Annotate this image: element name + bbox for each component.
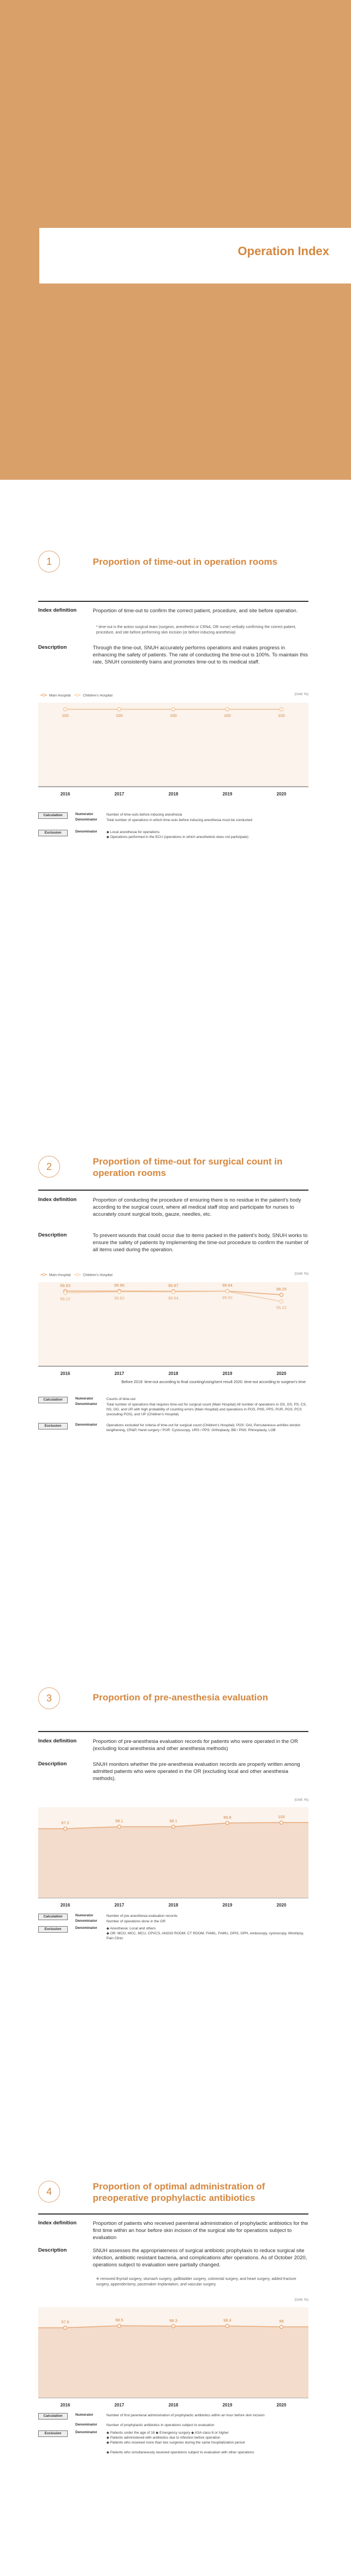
desc-text: To prevent wounds that could occur due to items packed in the patient's body, SNUH works to ensure the safety of patients by implementing the time-out procedure to confirm the number of all items used during the operation.: [93, 1233, 308, 1253]
calc-tag: Calculation: [38, 812, 68, 819]
data-label: 99.94: [222, 1283, 233, 1288]
x-tick-label: 2018: [168, 792, 179, 797]
data-point: [64, 708, 67, 711]
x-tick-label: 2017: [114, 792, 124, 797]
numerator-text: Counts of time-out: [106, 1397, 136, 1401]
excl-tag: Exclusion: [38, 1926, 68, 1933]
data-point: [64, 1291, 67, 1294]
numerator-label: Numerator: [75, 2413, 93, 2417]
data-label: 99.64: [168, 1295, 179, 1301]
x-tick-label: 2018: [168, 1371, 179, 1376]
x-tick-label: 2016: [60, 792, 70, 797]
calc-tag: Calculation: [38, 2413, 68, 2420]
denominator-text: Total number of operations that requires time-out for surgical count (Main Hospital) All number of operations in OS, GS, PS, CS, NS, OG, and UR with high probability of counting errors (Main Hospital) and operations in POS, PNS, PPS, PUR, PGS, PCS (excluding POS), and UP (Children's Hospital): [106, 1403, 307, 1416]
index-text: Proportion of patients who received parenteral administration of prophylactic antibiotics for the first time within an hour before skin incision of the surgical site for operations subject to evaluation: [93, 2221, 308, 2241]
section-title: Proportion of optimal administration of preoperative prophylactic antibiotics: [93, 2181, 265, 2203]
numerator-label: Numerator: [75, 812, 93, 816]
exclusion-1: ◆ Local anesthesia for operations: [106, 830, 160, 834]
data-label: 100: [224, 713, 231, 718]
denominator-label: Denominator: [75, 818, 98, 822]
data-point: [280, 2325, 283, 2328]
data-point: [280, 1293, 283, 1296]
data-label: 100: [116, 713, 123, 718]
index-text: Proportion of conducting the procedure of ensuring there is no residue in the patient's body according to the surgical count, where all medical staff stop and participate for nurses to accurately count surgical tools, gauze, needles, etc.: [93, 1197, 301, 1217]
data-label: 98.3: [169, 2318, 177, 2323]
x-tick-label: 2017: [114, 1903, 124, 1908]
hero-title-band: [39, 228, 351, 283]
data-point: [280, 1300, 283, 1303]
desc-text: Through the time-out, SNUH accurately performs operations and makes progress in enhancing the safety of patients. The rate of conducting the time-out is 100%. To maintain this rate, SNUH consistently trains and promotes time-out to its medical staff.: [93, 645, 308, 665]
x-tick-label: 2016: [60, 1371, 70, 1376]
chart-4: [38, 2295, 308, 2410]
chart-area-fill: [38, 1823, 308, 1898]
chart-unit: (Unit: %): [294, 1272, 308, 1276]
numerator-text: Number of pre-anesthesia evaluation records: [106, 1914, 178, 1918]
exclusion-2: ◆ Patients administered with antibiotics due to infection before operation: [106, 2436, 221, 2440]
data-point: [172, 2325, 175, 2328]
chart-plot-area: [38, 1282, 308, 1366]
data-label: 98: [279, 2319, 284, 2324]
index-note: * time-out is the action surgical team (surgeon, anesthetist or CRNA, OR nurse) verbally confirming the correct patient, procedure, and site before performing skin incision (or before inducing anesthesia): [96, 625, 296, 635]
chart-unit: (Unit: %): [294, 692, 308, 696]
chart-unit: (Unit: %): [294, 1798, 308, 1802]
data-point: [118, 2324, 121, 2327]
data-point: [118, 708, 121, 711]
excl-tag: Exclusion: [38, 2430, 68, 2437]
data-label: 95.22: [276, 1305, 287, 1311]
exclusion-2: ◆ Operations performed in the ECU (operations in which anesthetists does not participate): [106, 835, 249, 839]
data-point: [226, 1290, 229, 1293]
data-label: 99.82: [222, 1295, 233, 1300]
data-label: 98.25: [276, 1287, 287, 1292]
data-point: [226, 2324, 229, 2327]
numerator-text: Number of first parenteral administration of prophylactic antibiotics within an hour before skin incision: [106, 2414, 265, 2417]
page-title: Operation Index: [237, 244, 329, 258]
exclusion-2: ◆ OR: MCO, MCC, MCU, CPVCS, ANGIO ROOM, CT ROOM, FAMIL, FAMU, OPIS, OPH, endoscopy, cystoscopy, lithotripsy, Pain Clinic: [106, 1932, 304, 1940]
calc-tag: Calculation: [38, 1397, 68, 1403]
denominator-text: Number of prophylactic antibiotics in operations subject to evaluation: [106, 2423, 215, 2427]
legend-marker: [76, 1274, 79, 1276]
index-text: Proportion of pre-anesthesia evaluation records for patients who were operated in the OR (excluding local anesthesia and other anesthesia methods): [93, 1739, 298, 1752]
data-label: 99.62: [114, 1295, 124, 1301]
x-tick-label: 2020: [276, 1371, 287, 1376]
legend-marker: [76, 694, 79, 696]
section-4: [0, 2181, 351, 2573]
data-point: [118, 1825, 121, 1829]
index-text: Proportion of time-out to confirm the correct patient, procedure, and site before operation.: [93, 608, 298, 614]
numerator-text: Number of time-outs before inducing anesthesia: [106, 813, 182, 817]
denominator-label: Denominator: [75, 2423, 98, 2427]
section-3: [0, 1687, 351, 1940]
section-title: Proportion of time-out in operation rooms: [93, 557, 278, 567]
x-tick-label: 2019: [222, 792, 233, 797]
chart-2: [38, 1269, 308, 1378]
excl-label: Denominator: [75, 1423, 98, 1427]
data-label: 98.1: [115, 1818, 123, 1824]
x-tick-label: 2016: [60, 1903, 70, 1908]
desc-text: SNUH assesses the appropriateness of surgical antibiotic prophylaxis to reduce surgical site infection, antibiotic resistant bacteria, and complications after operations. As of October 2020, operations subject to evaluation were partially changed.: [93, 2248, 307, 2268]
exclusion-1: ◆ Anesthesia: Local and others: [106, 1927, 156, 1931]
exclusion-3: ◆ Patients who received more than two surgeries during the same hospitalization period: [106, 2441, 245, 2445]
desc-label: Description: [38, 644, 67, 650]
denominator-label: Denominator: [75, 1919, 98, 1923]
index-label: Index definition: [38, 2220, 77, 2226]
desc-label: Description: [38, 1761, 67, 1767]
index-label: Index definition: [38, 1738, 77, 1744]
desc-label: Description: [38, 2247, 67, 2253]
divider: [38, 601, 308, 602]
denominator-label: Denominator: [75, 1402, 98, 1406]
section-2: [0, 1156, 351, 1432]
section-number: 3: [38, 1687, 60, 1709]
x-tick-label: 2020: [276, 2403, 287, 2408]
data-point: [172, 708, 175, 711]
section-number: 2: [38, 1156, 60, 1178]
legend-label: Main Hospital: [49, 693, 71, 698]
x-tick-label: 2018: [168, 1903, 179, 1908]
section-title: Proportion of pre-anesthesia evaluation: [93, 1692, 269, 1703]
data-point: [280, 1821, 283, 1824]
divider: [38, 2213, 308, 2215]
denominator-text: Number of operations done in the OR: [106, 1920, 166, 1923]
data-label: 99.87: [168, 1283, 179, 1288]
data-point: [226, 708, 229, 711]
data-label: 99.96: [114, 1283, 124, 1288]
x-tick-label: 2019: [222, 1371, 233, 1376]
excl-label: Denominator: [75, 1926, 98, 1930]
calc-tag: Calculation: [38, 1914, 68, 1920]
section-number: 4: [38, 2181, 60, 2203]
chart-footnote: Before 2019: time-out according to final counting/using/sent result 2020: time-out according to surgeon's time: [121, 1380, 306, 1384]
data-point: [172, 1290, 175, 1293]
data-point: [172, 1825, 175, 1829]
exclusion-4: ◆ Patients who simultaneously received operations subject to evaluation with other operations: [106, 2451, 254, 2454]
data-label: 98.5: [115, 2318, 123, 2322]
chart-3: [38, 1795, 308, 1910]
hero-banner: [0, 0, 351, 480]
x-tick-label: 2017: [114, 1371, 124, 1376]
chart-unit: (Unit: %): [294, 2298, 308, 2302]
data-label: 97.2: [61, 1820, 69, 1826]
desc-note: ※ removed thyroid surgery, stomach surgery, gallbladder surgery, colorectal surgery, and heart surgery, added fracture surgery, appendectomy, pacemaker implantation, and vascular surgery.: [96, 2277, 296, 2287]
divider: [38, 1731, 308, 1732]
data-label: 98.1: [169, 1818, 177, 1824]
data-label: 100: [278, 713, 285, 718]
data-label: 98.4: [223, 2318, 231, 2323]
legend-marker: [43, 1274, 45, 1276]
data-label: 99.8: [223, 1814, 231, 1820]
excl-label: Denominator: [75, 2430, 98, 2434]
section-1: [0, 551, 351, 839]
legend-label: Children's Hospital: [83, 1273, 112, 1277]
x-tick-label: 2019: [222, 1903, 233, 1908]
x-tick-label: 2017: [114, 2403, 124, 2408]
chart-area-fill: [38, 2326, 308, 2398]
desc-text: SNUH monitors whether the pre-anesthesia evaluation records are properly written among admitted patients who were operated in the OR (excluding local and other anesthesia methods).: [93, 1761, 300, 1782]
data-point: [118, 1290, 121, 1294]
denominator-text: Total number of operations in which time-outs before inducing anesthesia must be conducted: [106, 818, 253, 822]
x-tick-label: 2019: [222, 2403, 233, 2408]
legend-label: Children's Hospital: [83, 693, 112, 698]
exclusion-1: ◆ Patients under the age of 18 ◆ Emergency surgery ◆ ASA class 6 or higher: [106, 2431, 229, 2435]
excl-label: Denominator: [75, 830, 98, 834]
x-tick-label: 2020: [276, 792, 287, 797]
data-label: 100: [170, 713, 177, 718]
excl-tag: Exclusion: [38, 830, 68, 836]
data-point: [64, 2326, 67, 2330]
legend-label: Main Hospital: [49, 1273, 71, 1277]
desc-label: Description: [38, 1232, 67, 1238]
x-tick-label: 2020: [276, 1903, 287, 1908]
data-label: 99.22: [60, 1296, 70, 1302]
data-label: 99.93: [60, 1283, 70, 1288]
data-label: 97.6: [61, 2319, 69, 2325]
data-point: [280, 708, 283, 711]
data-point: [226, 1821, 229, 1825]
divider: [38, 1190, 308, 1191]
data-label: 100: [278, 1814, 285, 1819]
chart-1: [38, 690, 308, 799]
data-label: 100: [62, 713, 69, 718]
index-label: Index definition: [38, 1197, 77, 1203]
index-label: Index definition: [38, 607, 77, 613]
numerator-label: Numerator: [75, 1914, 93, 1917]
x-tick-label: 2016: [60, 2403, 70, 2408]
exclusion-1: Operations excluded for criteria of time-out for surgical count (Children's Hospital): POS: OAI, Percutaneous achilles tendon lengthening, CR&P, Hand surgery / PUR: Cystoscopy, URS / PPS: Orthoplasty, BB / PNS: Rhinoplasty, LOB: [106, 1423, 301, 1432]
legend-marker: [43, 694, 45, 696]
excl-tag: Exclusion: [38, 1423, 68, 1429]
section-number: 1: [38, 551, 60, 572]
section-title: Proportion of time-out for surgical count in operation rooms: [93, 1156, 283, 1178]
data-point: [64, 1827, 67, 1830]
x-tick-label: 2018: [168, 2403, 179, 2408]
numerator-label: Numerator: [75, 1397, 93, 1401]
